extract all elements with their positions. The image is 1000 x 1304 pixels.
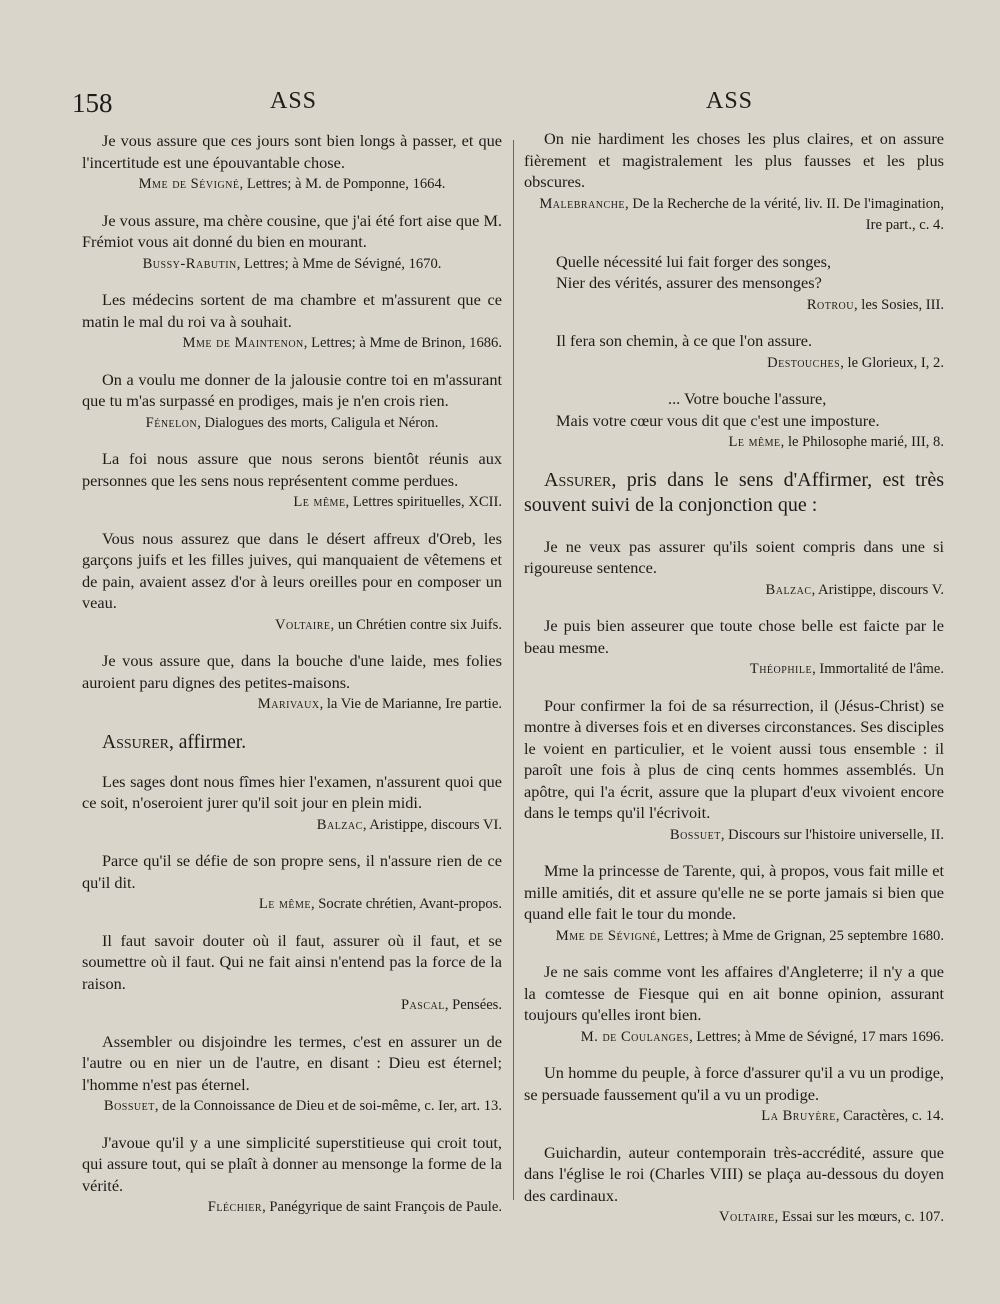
citation: Malebranche, De la Recherche de la vérité, liv. II. De l'imagination, Ire part., c. 4. xyxy=(539,195,944,233)
quotation-entry xyxy=(82,448,502,514)
verse-entry xyxy=(524,330,944,374)
running-header-right: ASS xyxy=(706,88,754,114)
citation: Bossuet, de la Connoissance de Dieu et de soi-même, c. Ier, art. 13. xyxy=(103,1098,502,1114)
quotation-text: Je ne sais comme vont les affaires d'Angleterre; il n'y a que la comtesse de Fiesque qui en ait bonne opinion, assurant toujours qu'elles iront bien. xyxy=(524,962,944,1024)
citation: Le même, Lettres spirituelles, XCII. xyxy=(293,494,502,510)
citation: M. de Coulanges, Lettres; à Mme de Sévigné, 17 mars 1696. xyxy=(580,1028,944,1045)
quotation-text: Les sages dont nous fîmes hier l'examen, n'assurent quoi que ce soit, n'oseroient jurer qu'il soit jour en plein midi. xyxy=(82,771,502,812)
quotation-entry xyxy=(524,695,944,847)
citation: Balzac, Aristippe, discours VI. xyxy=(316,816,502,833)
citation: Le même, Socrate chrétien, Avant-propos. xyxy=(258,896,502,912)
quotation-text: Un homme du peuple, à force d'assurer qu'il a vu un prodige, se persuade faussement qu'il a vu un prodige. xyxy=(524,1063,944,1104)
section-heading: Assurer, affirmer. xyxy=(102,731,247,753)
citation: Fléchier, Panégyrique de saint François de Paule. xyxy=(207,1199,502,1215)
citation: Mme de Sévigné, Lettres; à M. de Pomponne, 1664. xyxy=(138,176,446,192)
column-divider xyxy=(513,140,514,1200)
verse-entry xyxy=(524,388,944,454)
quotation-entry xyxy=(82,369,502,435)
quotation-text: Mme la princesse de Tarente, qui, à propos, vous fait mille et mille amitiés, dit et assure qu'elle ne se porte jamais si bien que quand elle fait le tour du monde. xyxy=(524,861,944,923)
quotation-entry xyxy=(82,130,502,196)
citation: Bussy-Rabutin, Lettres; à Mme de Sévigné, 1670. xyxy=(142,255,442,272)
citation: Mme de Maintenon, Lettres; à Mme de Brinon, 1686. xyxy=(182,335,502,351)
quotation-entry xyxy=(524,536,944,602)
quotation-text: Guichardin, auteur contemporain très-accrédité, assure que dans l'église le roi (Charles VIII) se plaça au-dessous du doyen des cardinaux. xyxy=(524,1142,944,1205)
verse-line: Nier des vérités, assurer des mensonges? xyxy=(556,273,822,292)
citation: Mme de Sévigné, Lettres; à Mme de Grignan, 25 septembre 1680. xyxy=(555,927,944,944)
quotation-entry xyxy=(82,289,502,355)
left-column xyxy=(82,130,502,1233)
quotation-entry xyxy=(82,650,502,716)
citation: Bossuet, Discours sur l'histoire universelle, II. xyxy=(669,826,944,843)
quotation-text: Parce qu'il se défie de son propre sens, il n'assure rien de ce qu'il dit. xyxy=(82,851,502,892)
quotation-text: Je vous assure, ma chère cousine, que j'ai été fort aise que M. Frémiot vous ait donné du bien en mourant. xyxy=(82,210,502,251)
quotation-text: Pour confirmer la foi de sa résurrection, il (Jésus-Christ) se montre à diverses fois et en diverses circonstances. Ses disciples le voient en particulier, et le voient aussi tous ensemble : il paroît une fois à plus de cinq cents hommes assemblés. Un apôtre, qui l'a écrit, assure que la plupart d'eux vivoient encore dans le temps qu'il l'écrivoit. xyxy=(524,695,944,822)
quotation-text: Assembler ou disjoindre les termes, c'est en assurer un de l'autre ou en nier un de l'autre, en disant : Dieu est éternel; l'homme n'est pas éternel. xyxy=(82,1031,502,1094)
citation: Le même, le Philosophe marié, III, 8. xyxy=(728,434,944,450)
citation: Pascal, Pensées. xyxy=(400,997,502,1013)
verse-line: Mais votre cœur vous dit que c'est une imposture. xyxy=(556,410,880,430)
quotation-entry xyxy=(524,1142,944,1229)
quotation-entry xyxy=(82,1031,502,1118)
citation: La Bruyère, Caractères, c. 14. xyxy=(761,1108,944,1124)
quotation-entry xyxy=(524,860,944,947)
quotation-entry xyxy=(82,850,502,916)
quotation-entry xyxy=(82,210,502,276)
citation: Voltaire, Essai sur les mœurs, c. 107. xyxy=(718,1209,944,1225)
quotation-text: J'avoue qu'il y a une simplicité superstitieuse qui croit tout, qui assure tout, qui se plaît à donner au mensonge la forme de la vérité. xyxy=(82,1132,502,1195)
citation: Théophile, Immortalité de l'âme. xyxy=(749,661,944,677)
verse-line: Quelle nécessité lui fait forger des songes, xyxy=(556,251,832,271)
quotation-text: Je vous assure que ces jours sont bien longs à passer, et que l'incertitude est une épouvantable chose. xyxy=(82,131,502,172)
quotation-entry xyxy=(524,615,944,681)
section-heading: Assurer, pris dans le sens d'Affirmer, est très souvent suivi de la conjonction que : xyxy=(524,468,944,516)
quotation-text: On nie hardiment les choses les plus claires, et on assure fièrement et magistralement les plus fausses et les plus obscures. xyxy=(524,129,944,191)
quotation-text: Je ne veux pas assurer qu'ils soient compris dans une si rigoureuse sentence. xyxy=(524,536,944,577)
citation: Voltaire, un Chrétien contre six Juifs. xyxy=(274,616,502,633)
verse-line: Il fera son chemin, à ce que l'on assure. xyxy=(556,331,813,350)
page-number: 158 xyxy=(72,88,113,118)
quotation-text: Les médecins sortent de ma chambre et m'assurent que ce matin le mal du roi va à souhait. xyxy=(82,290,502,331)
citation: Fénelon, Dialogues des morts, Caligula et Néron. xyxy=(145,414,439,431)
quotation-text: Vous nous assurez que dans le désert affreux d'Oreb, les garçons juifs et les filles juives, qui manquaient de vêtemens et de pain, avaient assez d'or à leurs oreilles pour en composer un veau. xyxy=(82,528,502,612)
citation: Rotrou, les Sosies, III. xyxy=(806,296,944,313)
citation: Balzac, Aristippe, discours V. xyxy=(765,581,944,598)
quotation-text: Je vous assure que, dans la bouche d'une laide, mes folies auroient paru dignes des petites-maisons. xyxy=(82,651,502,692)
verse-entry xyxy=(524,251,944,317)
running-header-left: ASS xyxy=(270,88,318,114)
quotation-entry xyxy=(524,128,944,237)
quotation-entry xyxy=(524,961,944,1048)
quotation-entry xyxy=(82,771,502,837)
quotation-text: Il faut savoir douter où il faut, assurer où il faut, et se soumettre où il faut. Qui ne fait ainsi n'entend pas la force de la raison. xyxy=(82,930,502,993)
quotation-entry xyxy=(524,1062,944,1128)
right-column xyxy=(524,128,944,1243)
quotation-text: On a voulu me donner de la jalousie contre toi en m'assurant que tu m'as surpassé en prodiges, mais je n'en crois rien. xyxy=(82,369,502,410)
citation: Destouches, le Glorieux, I, 2. xyxy=(767,354,944,371)
citation: Marivaux, la Vie de Marianne, Ire partie. xyxy=(257,696,502,712)
quotation-entry xyxy=(82,1132,502,1219)
quotation-entry xyxy=(82,930,502,1017)
quotation-text: La foi nous assure que nous serons bientôt réunis aux personnes que les sens nous représentent comme perdues. xyxy=(82,449,502,490)
quotation-text: Je puis bien asseurer que toute chose belle est faicte par le beau mesme. xyxy=(524,616,944,657)
quotation-entry xyxy=(82,528,502,637)
verse-line: ... Votre bouche l'assure, xyxy=(668,389,827,408)
